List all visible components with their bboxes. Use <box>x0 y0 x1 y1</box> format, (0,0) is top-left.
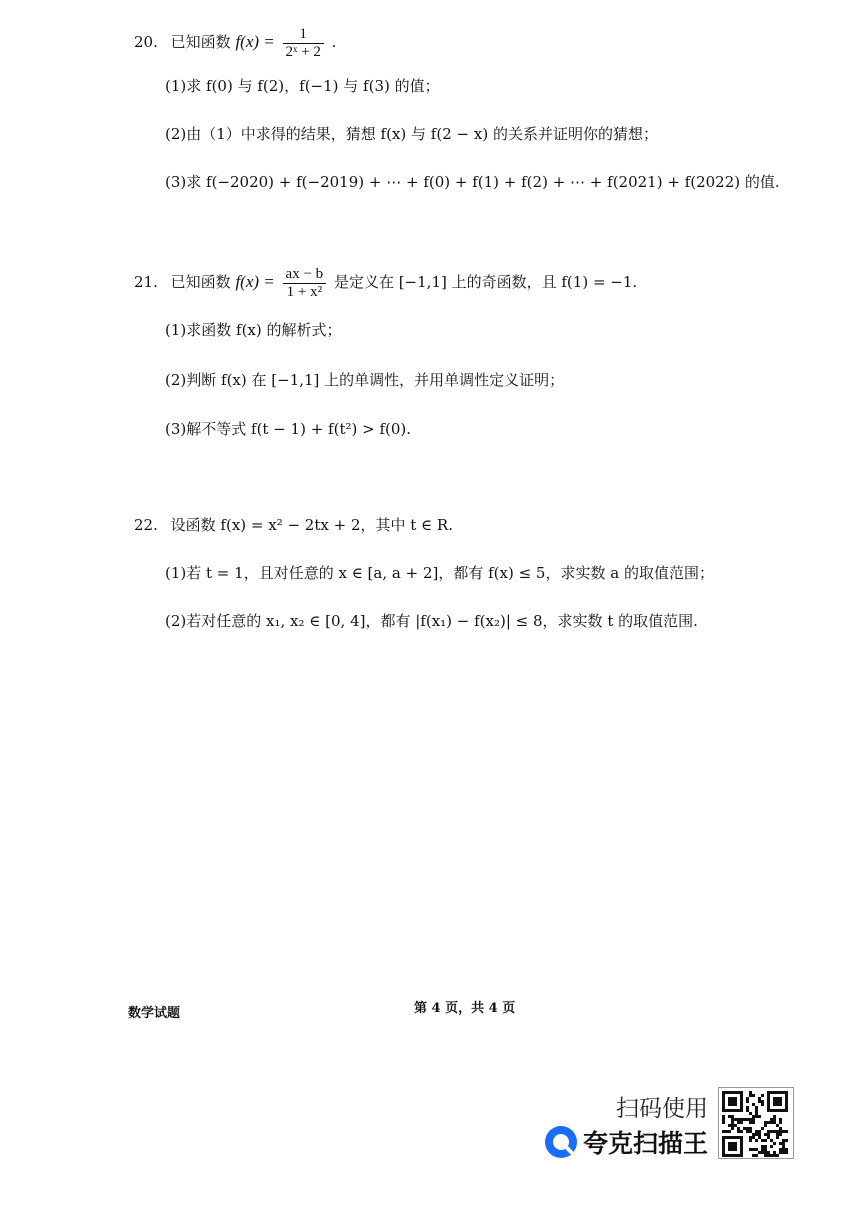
q21-part-3: (3)解不等式 f(t − 1) + f(t²) > f(0). <box>165 420 412 438</box>
q21-stem <box>134 262 637 302</box>
watermark-brand: 夸克扫描王 <box>583 1129 709 1158</box>
q21-part-2: (2)判断 f(x) 在 [−1,1] 上的单调性，并用单调性定义证明； <box>165 371 565 389</box>
q22-part-1: (1)若 t = 1，且对任意的 x ∈ [a, a + 2]，都有 f(x) ≤ 5，求实数 a 的取值范围； <box>165 564 714 582</box>
footer-subject: 数学试题 <box>128 1006 181 1021</box>
q21-denominator: 1 + x² <box>286 283 323 300</box>
watermark-logo-icon <box>544 1125 578 1159</box>
q21-part-1: (1)求函数 f(x) 的解析式； <box>165 321 342 339</box>
q20-stem-prefix: 已知函数 <box>170 33 231 51</box>
q21-fx: f(x) = <box>235 272 275 291</box>
q21-numerator: ax − b <box>283 266 327 284</box>
footer-page-number: 第 4 页，共 4 页 <box>414 1001 516 1016</box>
q21-fraction <box>283 266 327 301</box>
q22-stem-text: 设函数 f(x) = x² − 2tx + 2，其中 t ∈ R. <box>170 516 453 534</box>
q20-denominator: 2ˣ + 2 <box>285 43 321 60</box>
q20-period: . <box>331 33 337 51</box>
q20-numerator: 1 <box>283 26 324 44</box>
q22-stem <box>134 515 453 535</box>
q20-stem <box>134 22 336 62</box>
q22-number: 22. <box>134 516 158 534</box>
q22-part-2: (2)若对任意的 x₁, x₂ ∈ [0, 4]，都有 |f(x₁) − f(x₂)| ≤ 8，求实数 t 的取值范围. <box>165 612 698 630</box>
q20-fx: f(x) = <box>235 32 275 51</box>
q20-part-1: (1)求 f(0) 与 f(2)，f(−1) 与 f(3) 的值； <box>165 77 440 95</box>
q21-stem-prefix: 已知函数 <box>170 273 231 291</box>
qr-code-icon[interactable] <box>718 1087 794 1159</box>
q20-fraction <box>283 26 324 61</box>
q21-stem-suffix: 是定义在 [−1,1] 上的奇函数，且 f(1) = −1. <box>333 273 638 291</box>
q20-part-3: (3)求 f(−2020) + f(−2019) + ⋯ + f(0) + f(1) + f(2) + ⋯ + f(2021) + f(2022) 的值. <box>165 173 780 191</box>
q20-number: 20. <box>134 33 158 51</box>
q20-part-2: (2)由（1）中求得的结果，猜想 f(x) 与 f(2 − x) 的关系并证明你的猜想； <box>165 125 658 143</box>
q21-number: 21. <box>134 273 158 291</box>
watermark-scan-text: 扫码使用 <box>616 1096 708 1122</box>
